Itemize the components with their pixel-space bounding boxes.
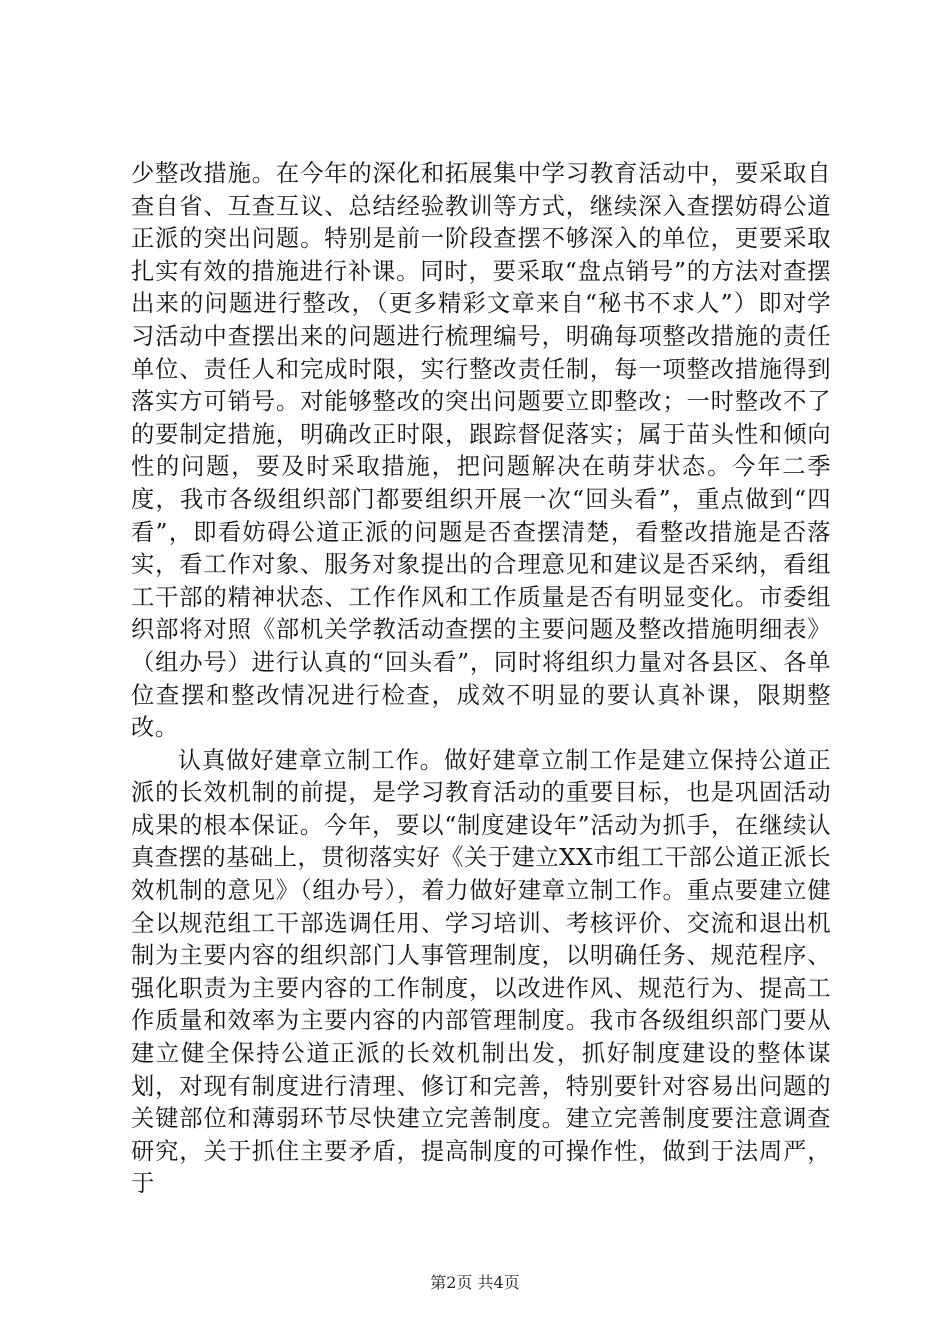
paragraph-rectification: 少整改措施。在今年的深化和拓展集中学习教育活动中，要采取自查自省、互查互议、总结经验教训等方式，继续深入查摆妨碍公道正派的突出问题。特别是前一阶段查摆不够深入的单位，更要采取扎实有效的措施进行补课。同时，要采取“盘点销号”的方法对查摆出来的问题进行整改，（更多精彩文章来自“秘书不求人”）即对学习活动中查摆出来的问题进行梳理编号，明确每项整改措施的责任单位、责任人和完成时限，实行整改责任制，每一项整改措施得到落实方可销号。对能够整改的突出问题要立即整改；一时整改不了的要制定措施，明确改正时限，跟踪督促落实；属于苗头性和倾向性的问题，要及时采取措施，把问题解决在萌芽状态。今年二季度，我市各级组织部门都要组织开展一次“回头看”，重点做到“四看”，即看妨碍公道正派的问题是否查摆清楚，看整改措施是否落实，看工作对象、服务对象提出的合理意见和建议是否采纳，看组工干部的精神状态、工作作风和工作质量是否有明显变化。市委组织部将对照《部机关学教活动查摆的主要问题及整改措施明细表》（组办号）进行认真的“回头看”，同时将组织力量对各县区、各单位查摆和整改情况进行检查，成效不明显的要认真补课，限期整改。 [131, 160, 831, 742]
document-body [131, 158, 831, 1201]
page-number-footer: 第2页 共4页 [430, 1273, 520, 1292]
paragraph-institution-building: 认真做好建章立制工作。做好建章立制工作是建立保持公道正派的长效机制的前提，是学习教育活动的重要目标，也是巩固活动成果的根本保证。今年，要以“制度建设年”活动为抓手，在继续认真查摆的基础上，贯彻落实好《关于建立XX市组工干部公道正派长效机制的意见》（组办号），着力做好建章立制工作。重点要建立健全以规范组工干部选调任用、学习培训、考核评价、交流和退出机制为主要内容的组织部门人事管理制度，以明确任务、规范程序、强化职责为主要内容的工作制度，以改进作风、规范行为、提高工作质量和效率为主要内容的内部管理制度。我市各级组织部门要从建立健全保持公道正派的长效机制出发，抓好制度建设的整体谋划，对现有制度进行清理、修订和完善，特别要针对容易出问题的关键部位和薄弱环节尽快建立完善制度。建立完善制度要注意调查研究，关于抓住主要矛盾，提高制度的可操作性，做到于法周严，于 [131, 746, 831, 1198]
